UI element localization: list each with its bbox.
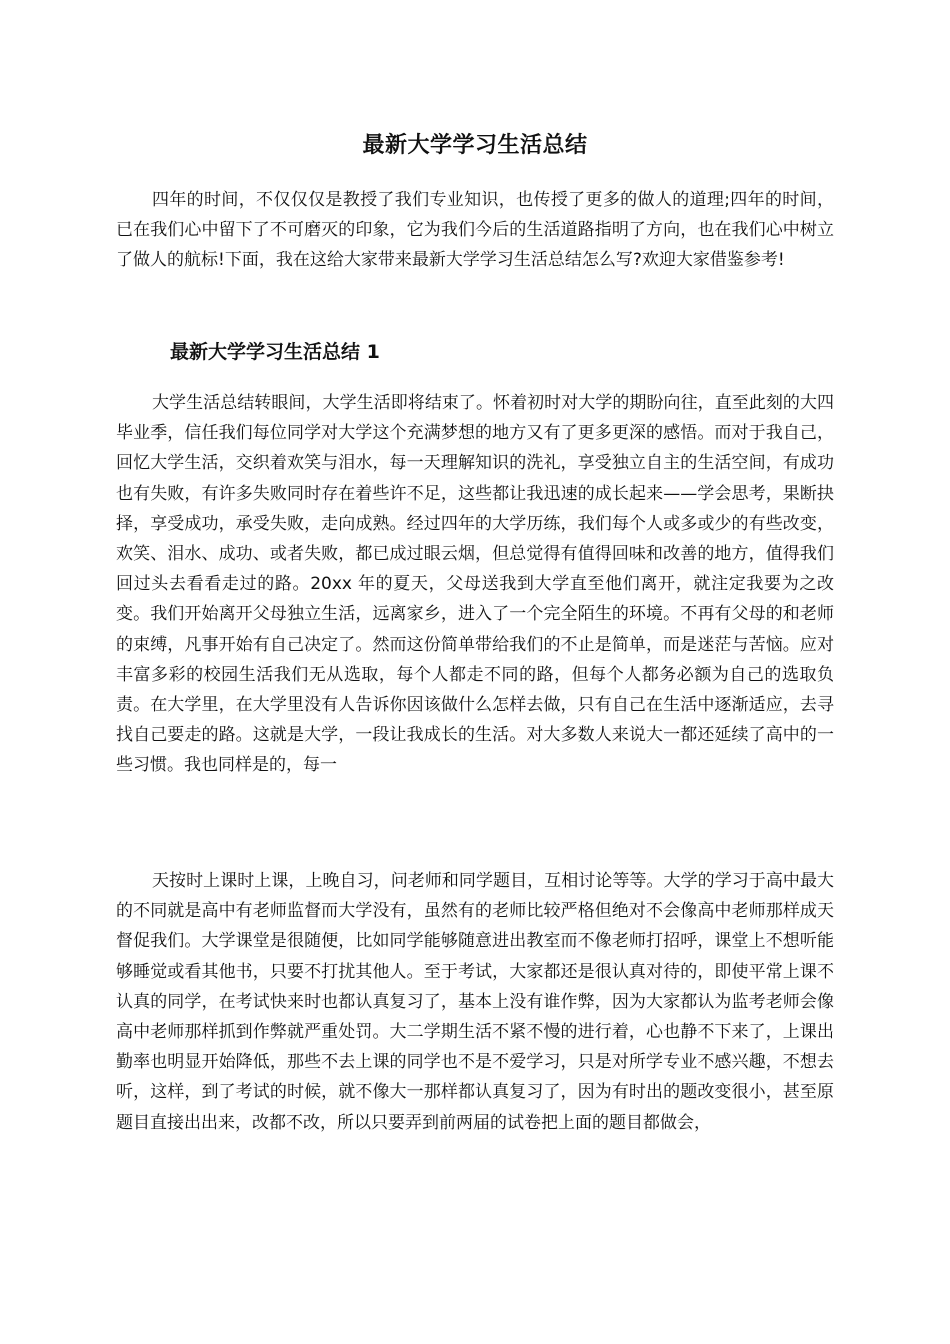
- body-paragraph-1: 大学生活总结转眼间，大学生活即将结束了。怀着初时对大学的期盼向往，直至此刻的大四毕业季，信任我们每位同学对大学这个充满梦想的地方又有了更多更深的感悟。而对于我自己，回忆大学生活，交织着欢笑与泪水，每一天理解知识的洗礼，享受独立自主的生活空间，有成功也有失败，有许多失败同时存在着些许不足，这些都让我迅速的成长起来——学会思考，果断抉择，享受成功，承受失败，走向成熟。经过四年的大学历练，我们每个人或多或少的有些改变，欢笑、泪水、成功、或者失败，都已成过眼云烟，但总觉得有值得回味和改善的地方，值得我们回过头去看看走过的路。20xx 年的夏天，父母送我到大学直至他们离开，就注定我要为之改变。我们开始离开父母独立生活，远离家乡，进入了一个完全陌生的环境。不再有父母的和老师的束缚，凡事开始有自己决定了。然而这份简单带给我们的不止是简单，而是迷茫与苦恼。应对丰富多彩的校园生活我们无从选取，每个人都走不同的路，但每个人都务必额为自己的选取负责。在大学里，在大学里没有人告诉你因该做什么怎样去做，只有自己在生活中逐渐适应，去寻找自己要走的路。这就是大学，一段让我成长的生活。对大多数人来说大一都还延续了高中的一些习惯。我也同样是的，每一: [116, 393, 834, 776]
- body-paragraph-2: 天按时上课时上课，上晚自习，问老师和同学题目，互相讨论等等。大学的学习于高中最大的不同就是高中有老师监督而大学没有，虽然有的老师比较严格但绝对不会像高中老师那样成天督促我们。大学课堂是很随便，比如同学能够随意进出教室而不像老师打招呼，课堂上不想听能够睡觉或看其他书，只要不打扰其他人。至于考试，大家都还是很认真对待的，即使平常上课不认真的同学，在考试快来时也都认真复习了，基本上没有谁作弊，因为大家都认为监考老师会像高中老师那样抓到作弊就严重处罚。大二学期生活不紧不慢的进行着，心也静不下来了，上课出勤率也明显开始降低，那些不去上课的同学也不是不爱学习，只是对所学专业不感兴趣，不想去听，这样，到了考试的时候，就不像大一那样都认真复习了，因为有时出的题改变很小，甚至原题目直接出出来，改都不改，所以只要弄到前两届的试卷把上面的题目都做会，: [116, 871, 834, 1133]
- document-title: 最新大学学习生活总结: [362, 132, 588, 158]
- intro-paragraph: 四年的时间，不仅仅仅是教授了我们专业知识，也传授了更多的做人的道理;四年的时间，已在我们心中留下了不可磨灭的印象，它为我们今后的生活道路指明了方向，也在我们心中树立了做人的航标!下面，我在这给大家带来最新大学学习生活总结怎么写?欢迎大家借鉴参考!: [116, 190, 834, 271]
- section-heading: 最新大学学习生活总结 1: [170, 341, 380, 363]
